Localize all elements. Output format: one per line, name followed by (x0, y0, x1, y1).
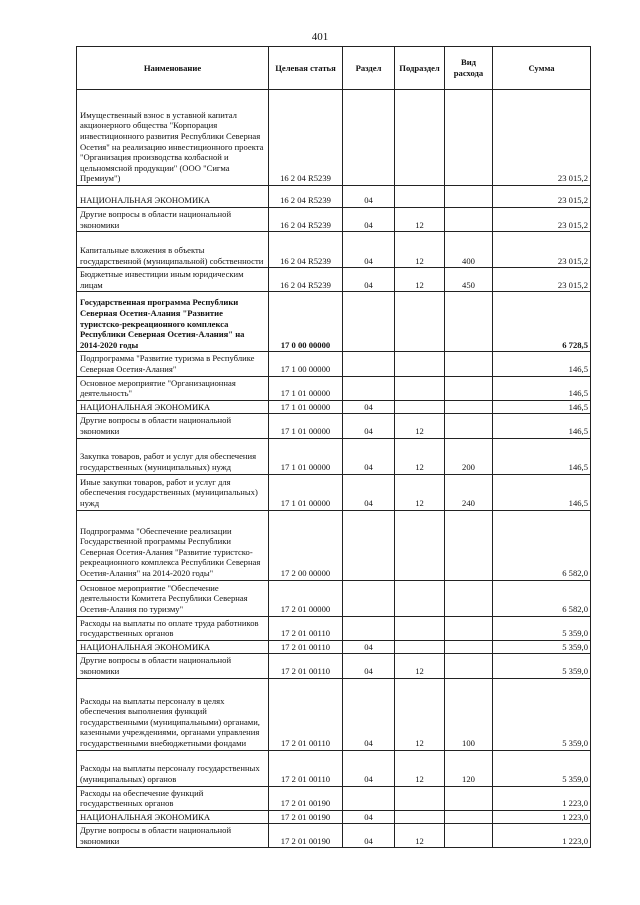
cell-name: Капитальные вложения в объекты государственной (муниципальной) собственности (77, 232, 269, 268)
cell-sum: 6 582,0 (493, 580, 591, 616)
table-row (77, 232, 591, 268)
cell-section: 04 (343, 678, 395, 750)
cell-subsection (395, 352, 445, 376)
cell-target: 17 0 00 00000 (269, 292, 343, 352)
cell-sum: 146,5 (493, 414, 591, 438)
cell-expense-type: 100 (445, 678, 493, 750)
cell-name: Подпрограмма "Развитие туризма в Республике Северная Осетия-Алания" (77, 352, 269, 376)
cell-subsection: 12 (395, 474, 445, 510)
cell-section: 04 (343, 810, 395, 824)
cell-expense-type (445, 824, 493, 848)
table-header-row (77, 47, 591, 90)
cell-expense-type: 450 (445, 268, 493, 292)
cell-subsection: 12 (395, 438, 445, 474)
cell-name: Закупка товаров, работ и услуг для обеспечения государственных (муниципальных) нужд (77, 438, 269, 474)
cell-target: 16 2 04 R5239 (269, 232, 343, 268)
cell-section: 04 (343, 414, 395, 438)
cell-expense-type (445, 90, 493, 186)
cell-subsection (395, 510, 445, 580)
cell-target: 16 2 04 R5239 (269, 208, 343, 232)
cell-name: Иные закупки товаров, работ и услуг для обеспечения государственных (муниципальных) нужд (77, 474, 269, 510)
cell-section: 04 (343, 474, 395, 510)
header-target: Целевая статья (269, 47, 343, 90)
cell-expense-type (445, 292, 493, 352)
cell-name: НАЦИОНАЛЬНАЯ ЭКОНОМИКА (77, 810, 269, 824)
cell-target: 17 2 01 00000 (269, 580, 343, 616)
cell-name: Другие вопросы в области национальной экономики (77, 208, 269, 232)
table-row (77, 208, 591, 232)
cell-target: 17 2 01 00190 (269, 810, 343, 824)
header-name: Наименование (77, 47, 269, 90)
table-row (77, 786, 591, 810)
cell-subsection (395, 400, 445, 414)
table-row (77, 400, 591, 414)
cell-sum: 6 582,0 (493, 510, 591, 580)
table-row (77, 678, 591, 750)
cell-expense-type (445, 640, 493, 654)
cell-sum: 5 359,0 (493, 616, 591, 640)
cell-expense-type (445, 810, 493, 824)
cell-name: Другие вопросы в области национальной экономики (77, 414, 269, 438)
table-row (77, 414, 591, 438)
table-row (77, 268, 591, 292)
cell-sum: 6 728,5 (493, 292, 591, 352)
header-section: Раздел (343, 47, 395, 90)
cell-target: 16 2 04 R5239 (269, 90, 343, 186)
cell-expense-type (445, 376, 493, 400)
cell-expense-type: 400 (445, 232, 493, 268)
cell-target: 17 1 01 00000 (269, 400, 343, 414)
cell-section (343, 786, 395, 810)
cell-sum: 23 015,2 (493, 186, 591, 208)
cell-subsection (395, 90, 445, 186)
cell-section: 04 (343, 268, 395, 292)
table-row (77, 616, 591, 640)
cell-section (343, 376, 395, 400)
cell-subsection: 12 (395, 268, 445, 292)
cell-sum: 146,5 (493, 474, 591, 510)
cell-target: 17 2 01 00110 (269, 678, 343, 750)
cell-target: 17 2 01 00190 (269, 786, 343, 810)
cell-target: 17 1 01 00000 (269, 438, 343, 474)
cell-section (343, 90, 395, 186)
cell-name: НАЦИОНАЛЬНАЯ ЭКОНОМИКА (77, 400, 269, 414)
cell-target: 17 1 01 00000 (269, 376, 343, 400)
cell-sum: 1 223,0 (493, 786, 591, 810)
cell-subsection: 12 (395, 750, 445, 786)
budget-table (76, 46, 591, 848)
cell-expense-type (445, 786, 493, 810)
cell-name: Расходы на выплаты по оплате труда работников государственных органов (77, 616, 269, 640)
cell-sum: 146,5 (493, 376, 591, 400)
cell-subsection: 12 (395, 678, 445, 750)
table-row (77, 654, 591, 678)
cell-target: 17 1 01 00000 (269, 474, 343, 510)
cell-name: НАЦИОНАЛЬНАЯ ЭКОНОМИКА (77, 186, 269, 208)
cell-subsection (395, 376, 445, 400)
cell-section (343, 352, 395, 376)
cell-name: Расходы на выплаты персоналу в целях обеспечения выполнения функций государственными (муниципальными) органами, казенными учреждениями, органами управления государственными внебюджетными фондами (77, 678, 269, 750)
cell-name: Основное мероприятие "Обеспечение деятельности Комитета Республики Северная Осетия-Алания по туризму" (77, 580, 269, 616)
cell-sum: 5 359,0 (493, 654, 591, 678)
cell-subsection (395, 786, 445, 810)
cell-target: 17 2 01 00110 (269, 616, 343, 640)
cell-subsection (395, 186, 445, 208)
cell-sum: 23 015,2 (493, 208, 591, 232)
cell-expense-type: 120 (445, 750, 493, 786)
cell-subsection: 12 (395, 654, 445, 678)
cell-name: Другие вопросы в области национальной экономики (77, 824, 269, 848)
cell-sum: 146,5 (493, 400, 591, 414)
cell-name: Подпрограмма "Обеспечение реализации Государственной программы Республики Северная Осетия-Алания "Развитие туристско-рекреационного комплекса Республики Северная Осетия-Алания" на 2014-2020 годы" (77, 510, 269, 580)
cell-section: 04 (343, 640, 395, 654)
cell-target: 16 2 04 R5239 (269, 186, 343, 208)
cell-target: 17 1 00 00000 (269, 352, 343, 376)
cell-expense-type (445, 186, 493, 208)
cell-name: НАЦИОНАЛЬНАЯ ЭКОНОМИКА (77, 640, 269, 654)
header-subsection: Подраздел (395, 47, 445, 90)
cell-expense-type (445, 580, 493, 616)
table-row (77, 376, 591, 400)
cell-name: Расходы на обеспечение функций государственных органов (77, 786, 269, 810)
cell-expense-type (445, 616, 493, 640)
table-row (77, 90, 591, 186)
table-row (77, 438, 591, 474)
cell-sum: 5 359,0 (493, 640, 591, 654)
cell-sum: 1 223,0 (493, 824, 591, 848)
cell-section (343, 292, 395, 352)
cell-section: 04 (343, 400, 395, 414)
table-row (77, 474, 591, 510)
cell-sum: 23 015,2 (493, 232, 591, 268)
cell-sum: 23 015,2 (493, 268, 591, 292)
cell-expense-type: 200 (445, 438, 493, 474)
cell-section: 04 (343, 186, 395, 208)
cell-sum: 146,5 (493, 352, 591, 376)
cell-subsection (395, 580, 445, 616)
cell-target: 17 2 01 00110 (269, 640, 343, 654)
table-row (77, 810, 591, 824)
table-row (77, 750, 591, 786)
cell-section: 04 (343, 654, 395, 678)
cell-name: Имущественный взнос в уставной капитал акционерного общества "Корпорация инвестиционного развития Республики Северная Осетия" на реализацию инвестиционного проекта "Организация производства колбасной и цельномясной продукции" (ООО "Сигма Премиум") (77, 90, 269, 186)
cell-subsection (395, 292, 445, 352)
cell-target: 17 2 01 00190 (269, 824, 343, 848)
cell-section: 04 (343, 824, 395, 848)
cell-section (343, 616, 395, 640)
cell-name: Другие вопросы в области национальной экономики (77, 654, 269, 678)
cell-target: 17 2 00 00000 (269, 510, 343, 580)
table-row (77, 292, 591, 352)
cell-name: Бюджетные инвестиции иным юридическим лицам (77, 268, 269, 292)
cell-subsection (395, 810, 445, 824)
cell-sum: 146,5 (493, 438, 591, 474)
cell-name: Расходы на выплаты персоналу государственных (муниципальных) органов (77, 750, 269, 786)
cell-expense-type (445, 208, 493, 232)
cell-subsection: 12 (395, 232, 445, 268)
cell-expense-type (445, 654, 493, 678)
cell-target: 17 2 01 00110 (269, 750, 343, 786)
cell-target: 17 2 01 00110 (269, 654, 343, 678)
cell-sum: 5 359,0 (493, 678, 591, 750)
header-expense-type: Вид расхода (445, 47, 493, 90)
table-row (77, 510, 591, 580)
table-row (77, 640, 591, 654)
cell-expense-type (445, 414, 493, 438)
cell-sum: 23 015,2 (493, 90, 591, 186)
cell-expense-type (445, 352, 493, 376)
cell-subsection: 12 (395, 414, 445, 438)
cell-subsection (395, 640, 445, 654)
cell-sum: 5 359,0 (493, 750, 591, 786)
cell-expense-type (445, 400, 493, 414)
cell-subsection: 12 (395, 208, 445, 232)
cell-name: Основное мероприятие "Организационная деятельность" (77, 376, 269, 400)
cell-section: 04 (343, 232, 395, 268)
cell-expense-type: 240 (445, 474, 493, 510)
header-sum: Сумма (493, 47, 591, 90)
cell-section (343, 580, 395, 616)
cell-subsection (395, 616, 445, 640)
cell-section: 04 (343, 208, 395, 232)
table-row (77, 352, 591, 376)
cell-subsection: 12 (395, 824, 445, 848)
cell-section: 04 (343, 750, 395, 786)
table-row (77, 186, 591, 208)
cell-section (343, 510, 395, 580)
cell-target: 16 2 04 R5239 (269, 268, 343, 292)
cell-section: 04 (343, 438, 395, 474)
cell-expense-type (445, 510, 493, 580)
cell-target: 17 1 01 00000 (269, 414, 343, 438)
page-number: 401 (311, 31, 329, 43)
table-row (77, 580, 591, 616)
cell-name: Государственная программа Республики Северная Осетия-Алания "Развитие туристско-рекреационного комплекса Республики Северная Осетия-Алания" на 2014-2020 годы (77, 292, 269, 352)
cell-sum: 1 223,0 (493, 810, 591, 824)
table-row (77, 824, 591, 848)
